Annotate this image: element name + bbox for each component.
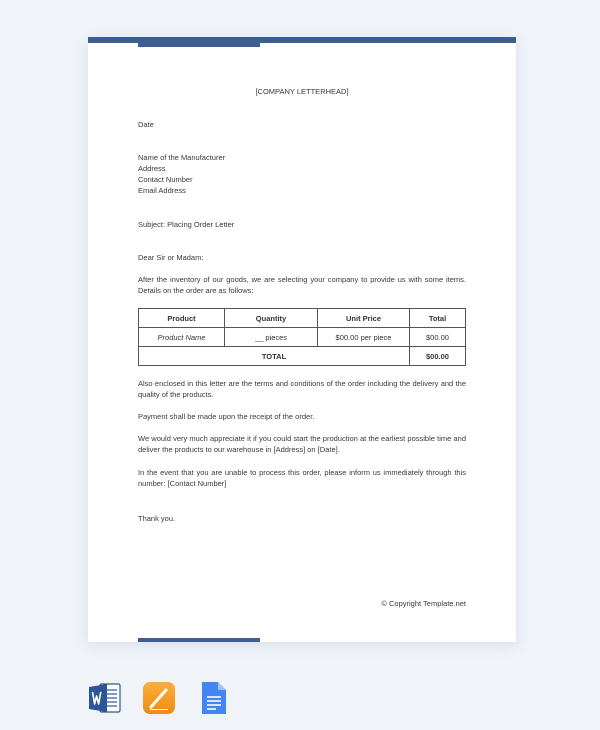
total-value: $00.00 (410, 347, 466, 366)
cell-unit-price: $00.00 per piece (318, 328, 410, 347)
salutation: Dear Sir or Madam: (138, 253, 204, 262)
total-label: TOTAL (139, 347, 410, 366)
production-paragraph: We would very much appreciate it if you could start the production at the earliest possible time and deliver the products to our warehouse in [Address] on [Date]. (138, 434, 466, 454)
payment-paragraph: Payment shall be made upon the receipt of the order. (138, 412, 315, 421)
closing: Thank you. (138, 514, 176, 523)
table-row (139, 328, 466, 347)
header-unit-price: Unit Price (318, 309, 410, 328)
recipient-address: Address (138, 164, 166, 173)
word-icon[interactable] (88, 681, 122, 715)
order-table (138, 308, 466, 366)
header-total: Total (410, 309, 466, 328)
cell-total: $00.00 (410, 328, 466, 347)
subject-line: Subject: Placing Order Letter (138, 220, 235, 229)
letter-page (88, 37, 516, 642)
cell-product: Product Name (139, 328, 225, 347)
recipient-email: Email Address (138, 186, 186, 195)
recipient-name: Name of the Manufacturer (138, 153, 226, 162)
recipient-block (138, 152, 225, 196)
recipient-contact: Contact Number (138, 175, 193, 184)
google-docs-icon[interactable] (196, 681, 230, 715)
table-header-row (139, 309, 466, 328)
header-quantity: Quantity (225, 309, 318, 328)
cell-quantity: __ pieces (225, 328, 318, 347)
header-product: Product (139, 309, 225, 328)
intro-paragraph: After the inventory of our goods, we are selecting your company to provide us with some items. Details on the order are as follows: (138, 275, 466, 295)
date-line: Date (138, 120, 154, 129)
copyright: © Copyright Template.net (381, 599, 466, 608)
pages-icon[interactable] (142, 681, 176, 715)
table-total-row (139, 347, 466, 366)
letterhead: [COMPANY LETTERHEAD] (255, 87, 349, 96)
bottom-accent-stripe (138, 638, 260, 642)
unable-paragraph: In the event that you are unable to process this order, please inform us immediately through this number: [Contact Number] (138, 468, 466, 488)
terms-paragraph: Also enclosed in this letter are the terms and conditions of the order including the delivery and the quality of the products. (138, 379, 466, 399)
top-accent-stripe (138, 43, 260, 47)
